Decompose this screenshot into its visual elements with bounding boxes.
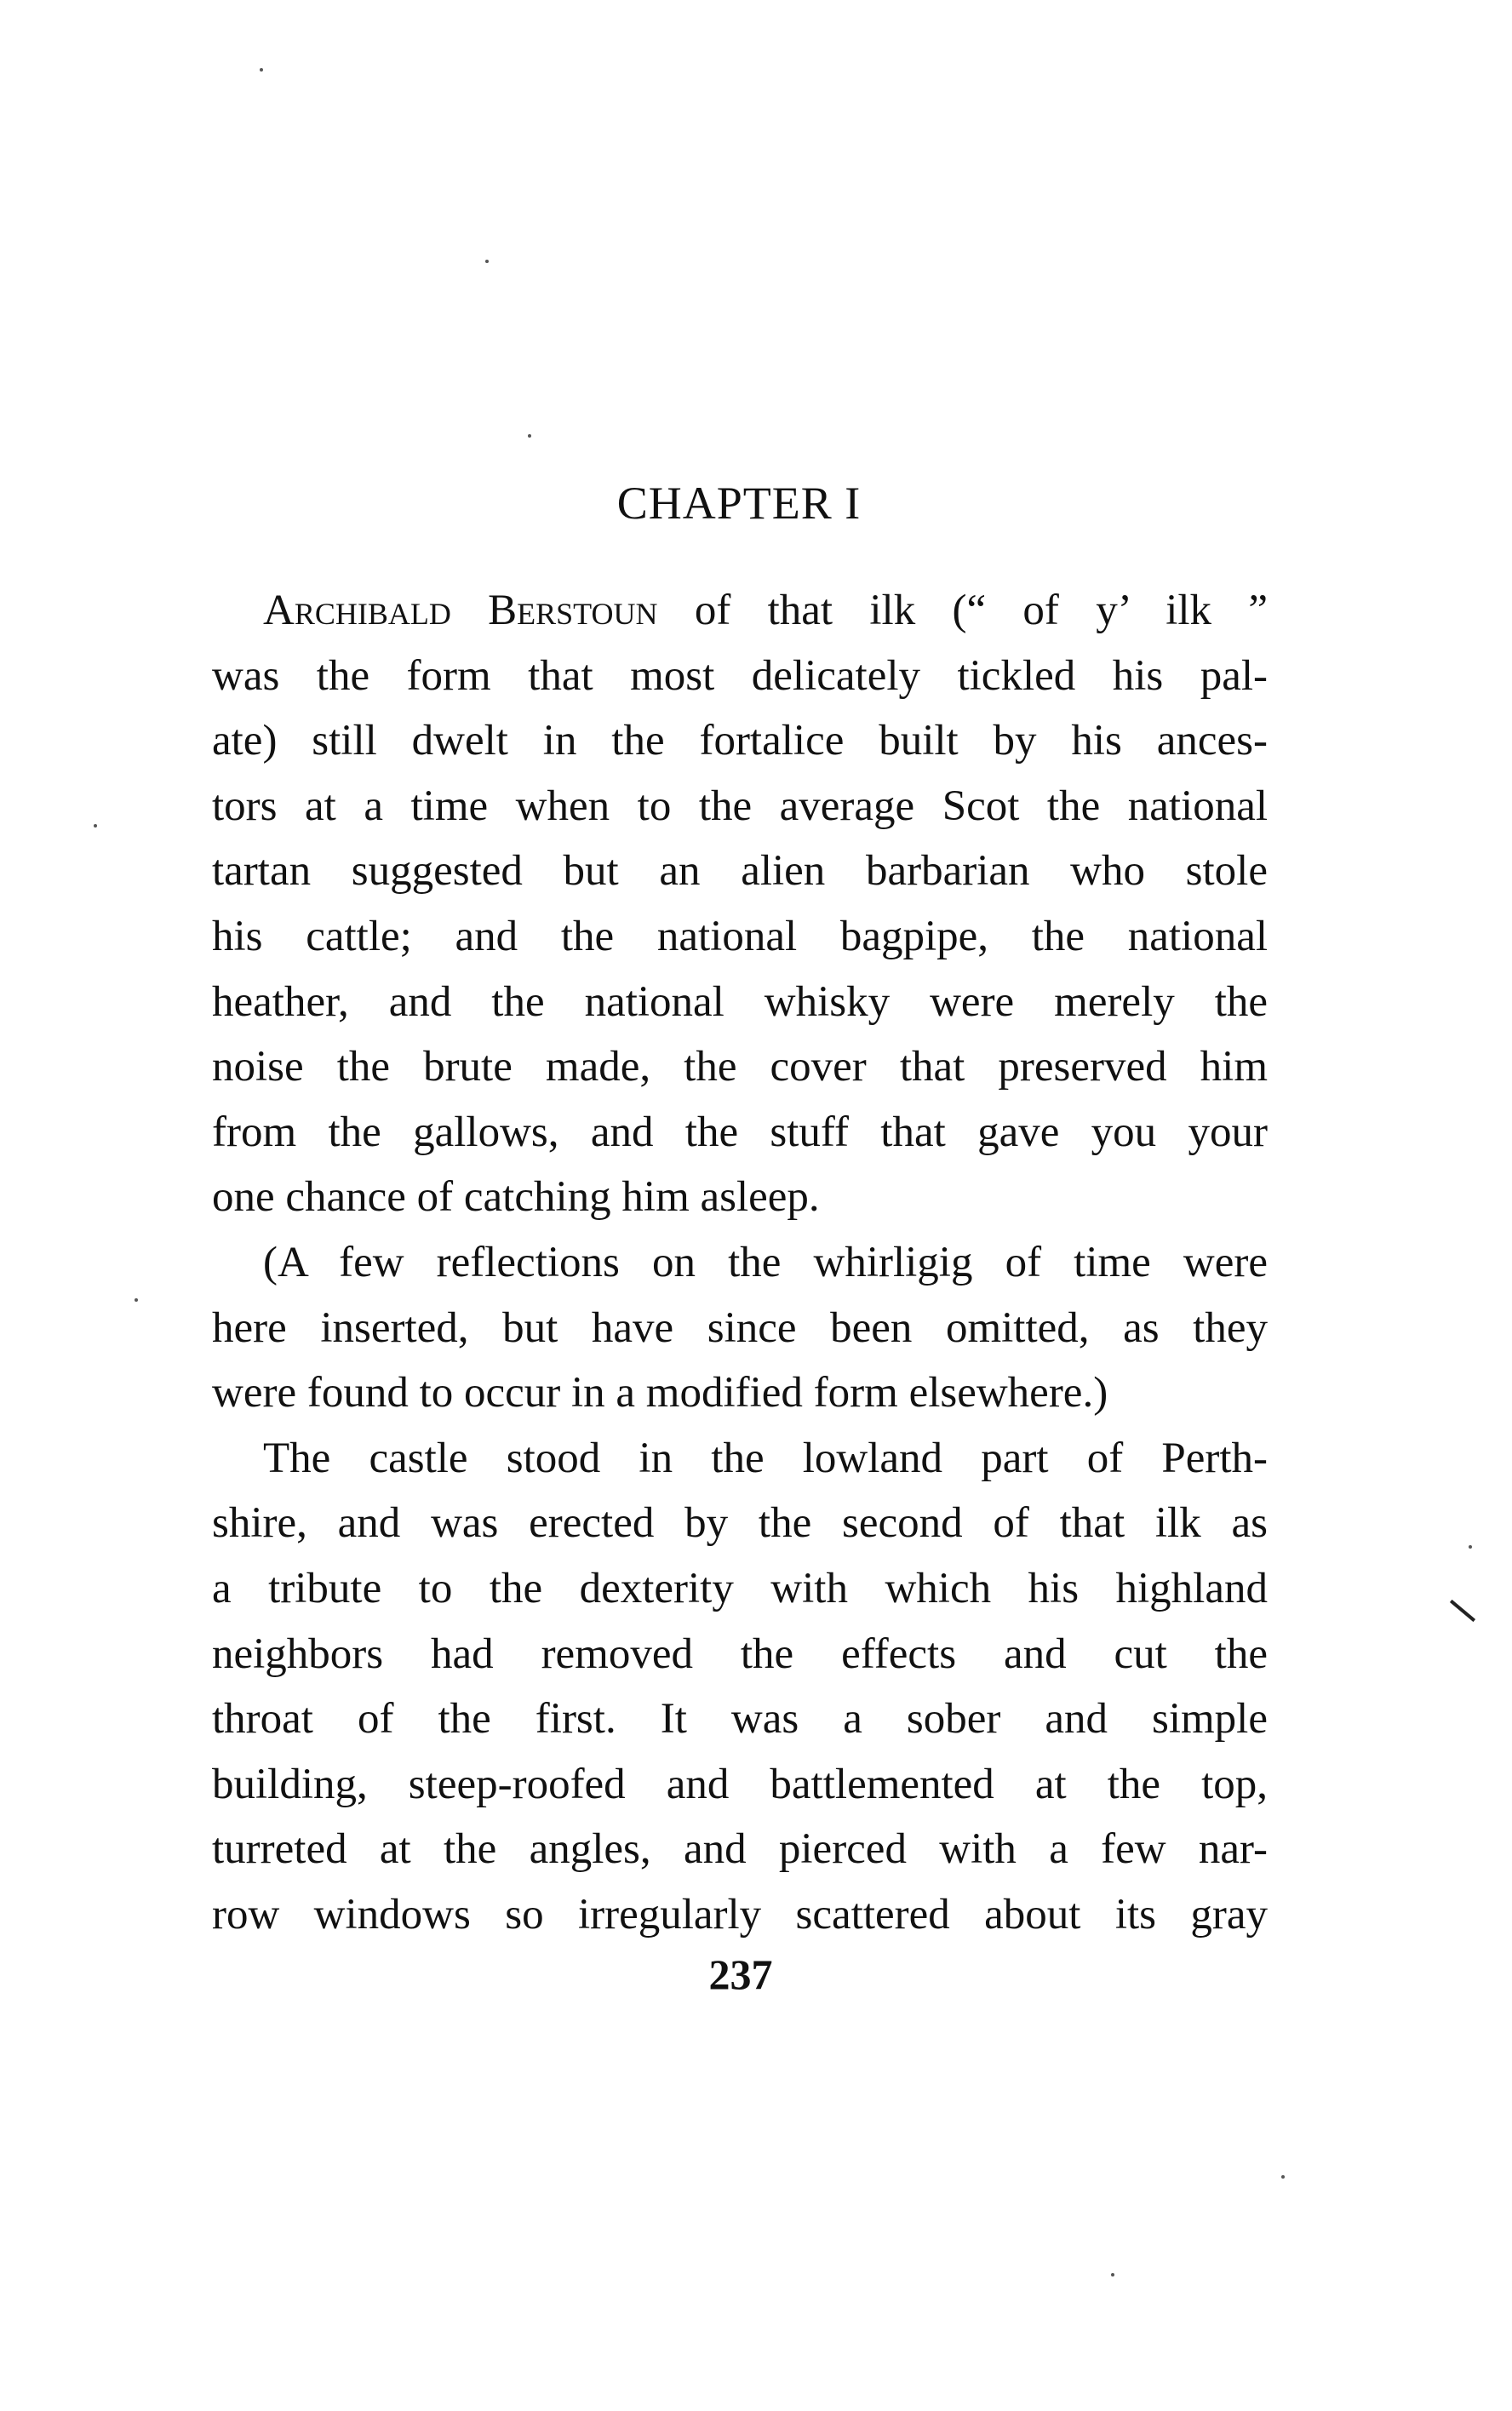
scan-speck (1469, 1545, 1472, 1549)
text-line: turreted at the angles, and pierced with a few nar- (212, 1825, 1268, 1874)
text-line: row windows so irregularly scattered about its gray (212, 1890, 1268, 1939)
scan-speck (135, 1298, 138, 1302)
text-line: The castle stood in the lowland part of Perth- (263, 1434, 1268, 1482)
scan-speck (1111, 2273, 1114, 2276)
text-line: was the form that most delicately tickled his pal- (212, 651, 1268, 700)
text-line: heather, and the national whisky were merely the (212, 977, 1268, 1026)
text-line: were found to occur in a modified form elsewhere.) (212, 1369, 1108, 1417)
text-line: (A few reflections on the whirligig of time were (263, 1238, 1268, 1286)
chapter-heading: CHAPTER I (616, 478, 862, 529)
text-line: a tribute to the dexterity with which his highland (212, 1564, 1268, 1612)
text-line: shire, and was erected by the second of that ilk as (212, 1499, 1268, 1548)
scan-speck (485, 260, 489, 263)
scan-speck (94, 824, 97, 828)
text-line: throat of the first. It was a sober and simple (212, 1695, 1268, 1744)
body-text (212, 578, 1268, 1947)
text-line: here inserted, but have since been omitted, as they (212, 1303, 1268, 1352)
scan-mark (1450, 1600, 1475, 1622)
text-line: noise the brute made, the cover that preserved him (212, 1043, 1268, 1091)
line-text: of that ilk (“ of y’ ilk ” (657, 587, 1268, 634)
text-line (212, 578, 1268, 644)
text-line: tartan suggested but an alien barbarian who stole (212, 847, 1268, 896)
scan-speck (1281, 2175, 1285, 2179)
text-line: neighbors had removed the effects and cut the (212, 1629, 1268, 1678)
character-name: Archibald Berstoun (263, 587, 658, 634)
text-line: building, steep-roofed and battlemented at the top, (212, 1760, 1268, 1808)
text-line: his cattle; and the national bagpipe, the national (212, 912, 1268, 960)
text-line: from the gallows, and the stuff that gave you your (212, 1108, 1268, 1156)
text-line: one chance of catching him asleep. (212, 1173, 820, 1222)
text-line: ate) still dwelt in the fortalice built by his ances- (212, 717, 1268, 765)
page-number: 237 (708, 1950, 773, 1998)
scan-speck (260, 68, 263, 72)
scan-speck (528, 434, 531, 438)
text-line: tors at a time when to the average Scot the national (212, 782, 1268, 830)
